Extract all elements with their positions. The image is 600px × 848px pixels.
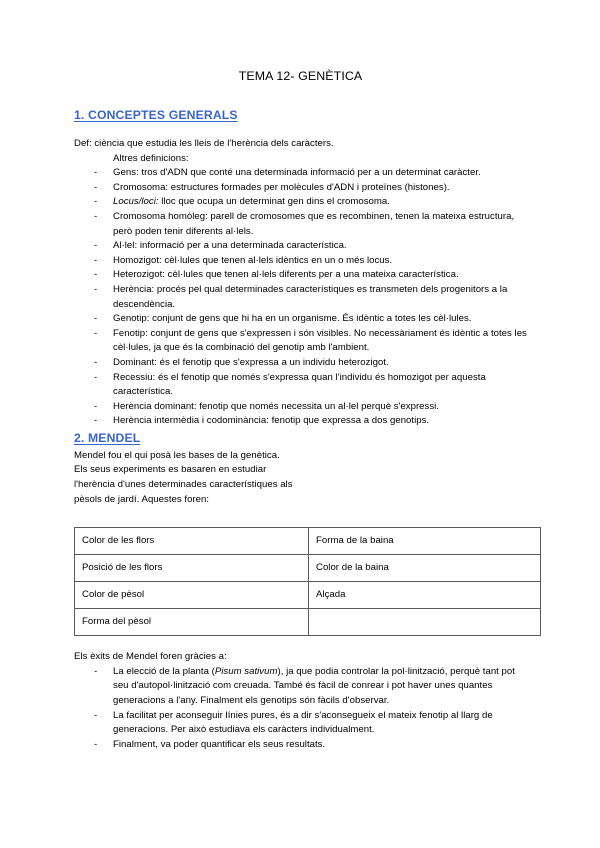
concept-item: [74, 400, 527, 415]
concept-definition: procés pel qual determinades característiques es transmeten dels progenitors a la descendència.: [113, 283, 508, 310]
section-heading-row-2: [74, 429, 527, 447]
section-heading-row-1: [74, 106, 527, 124]
concept-definition: és el fenotip que s'expressa a un individu heterozigot.: [156, 356, 389, 368]
concept-term: Cromosoma:: [113, 181, 169, 193]
mendel-successes-list: [74, 665, 527, 753]
success-item: [74, 665, 527, 709]
altres-definicions-label: Altres definicions:: [113, 152, 189, 164]
concepts-list: [74, 166, 527, 429]
concept-definition: fenotip que només necessita un al·lel perquè s'expressi.: [196, 400, 439, 412]
species-name: Pisum sativum: [214, 665, 278, 677]
successes-intro: Els èxits de Mendel foren gràcies a:: [74, 651, 227, 663]
concept-item: [74, 312, 527, 327]
concept-definition: parell de cromosomes que es recombinen, tenen la mateixa estructura, però poden tenir diferents al·lels.: [113, 210, 515, 237]
concept-item: [74, 254, 527, 269]
concept-definition: tros d'ADN que conté una determinada informació per a un determinat caràcter.: [138, 167, 481, 179]
concept-item: [74, 195, 527, 210]
table-cell: Forma de la baina: [309, 528, 541, 555]
concept-term: Herència dominant:: [113, 400, 197, 412]
concept-definition: conjunt de gens que s'expressen i són visibles. No necessàriament és idèntic a totes les cèl·lules, ja que és la combinació del genotip amb l'ambient.: [113, 327, 527, 354]
concept-item: [74, 356, 527, 371]
concept-item: [74, 283, 527, 312]
concept-term: Genotip:: [113, 313, 150, 325]
mendel-intro-line: Els seus experiments es basaren en estudiar: [74, 464, 267, 476]
concept-item: [74, 414, 527, 429]
section-heading-conceptes-generals: 1. CONCEPTES GENERALS: [74, 108, 238, 122]
concept-term: Cromosoma homòleg:: [113, 210, 208, 222]
concept-term: Al·lel:: [113, 240, 138, 252]
concept-item: [74, 268, 527, 283]
concept-definition: fenotip que expressa a dos genotips.: [268, 415, 430, 427]
mendel-intro-paragraph: [74, 449, 527, 507]
concept-term: Herència:: [113, 283, 155, 295]
table-cell: Color de pèsol: [75, 582, 309, 609]
concept-definition: informació per a una determinada característica.: [137, 240, 347, 252]
concept-item: [74, 210, 527, 239]
table-cell: Alçada: [309, 582, 541, 609]
table-row: [75, 528, 541, 555]
success-item: [74, 738, 527, 753]
mendel-intro-line: l'herència d'unes determinades característiques als: [74, 479, 293, 491]
concept-item: [74, 239, 527, 254]
table-row: [75, 582, 541, 609]
concept-item: [74, 371, 527, 400]
table-cell: Color de les flors: [75, 528, 309, 555]
table-cell: Color de la baina: [309, 555, 541, 582]
concept-definition: conjunt de gens que hi ha en un organisme. És idèntic a totes les cèl·lules.: [149, 313, 472, 325]
concept-term: Dominant:: [113, 356, 157, 368]
concept-definition: estructures formades per molècules d'ADN i proteïnes (histones).: [168, 181, 450, 193]
concept-term: Homozigot:: [113, 254, 162, 266]
success-item: [74, 709, 527, 738]
success-text: La elecció de la planta (: [113, 665, 215, 677]
concept-term: Gens:: [113, 167, 139, 179]
concept-term: Locus/loci:: [113, 196, 159, 208]
concept-item: [74, 327, 527, 356]
page-title: TEMA 12- GENÈTICA: [238, 69, 363, 83]
success-text: La facilitat per aconseguir línies pures, és a dir s'aconsegueix el mateix fenotip al llarg de generacions. Per això estudiava els caràcters individualment.: [113, 709, 493, 736]
definition-line: Def: ciència que estudia les lleis de l'herència dels caràcters.: [74, 138, 334, 149]
mendel-intro-line: Mendel fou el qui posà les bases de la genètica.: [74, 449, 280, 461]
table-cell: [309, 609, 541, 636]
section-heading-mendel: 2. MENDEL: [74, 430, 141, 445]
concept-term: Fenotip:: [113, 327, 148, 339]
table-row: [75, 555, 541, 582]
concept-definition: cèl·lules que tenen al·lels diferents per a una mateixa característica.: [164, 269, 459, 281]
concept-definition: és el fenotip que només s'expressa quan l'individu és homozigot per aquesta característica.: [113, 371, 486, 398]
concept-item: [74, 181, 527, 196]
mendel-characteristics-table: [74, 527, 541, 636]
concept-definition: cèl·lules que tenen al·lels idèntics en un o més locus.: [161, 254, 393, 266]
concept-item: [74, 166, 527, 181]
success-text: ), ja que podia controlar la pol·linització, perquè tant pot seu d'autopol·linització com creuada. També és fàcil de conrear i pot haver unes quantes generacions a l'any. Finalment els genotips són fàcils d'observar.: [113, 665, 515, 707]
concept-term: Heterozigot:: [113, 269, 165, 281]
table-cell: Posició de les flors: [75, 555, 309, 582]
table-row: [75, 609, 541, 636]
success-text: Finalment, va poder quantificar els seus resultats.: [113, 738, 326, 750]
concept-definition: lloc que ocupa un determinat gen dins el cromosoma.: [158, 196, 390, 208]
concept-term: Recessiu:: [113, 371, 156, 383]
table-cell: Forma del pèsol: [75, 609, 309, 636]
mendel-intro-line: pèsols de jardí. Aquestes foren:: [74, 493, 210, 505]
concept-term: Herència intermèdia i codominància:: [113, 415, 269, 427]
